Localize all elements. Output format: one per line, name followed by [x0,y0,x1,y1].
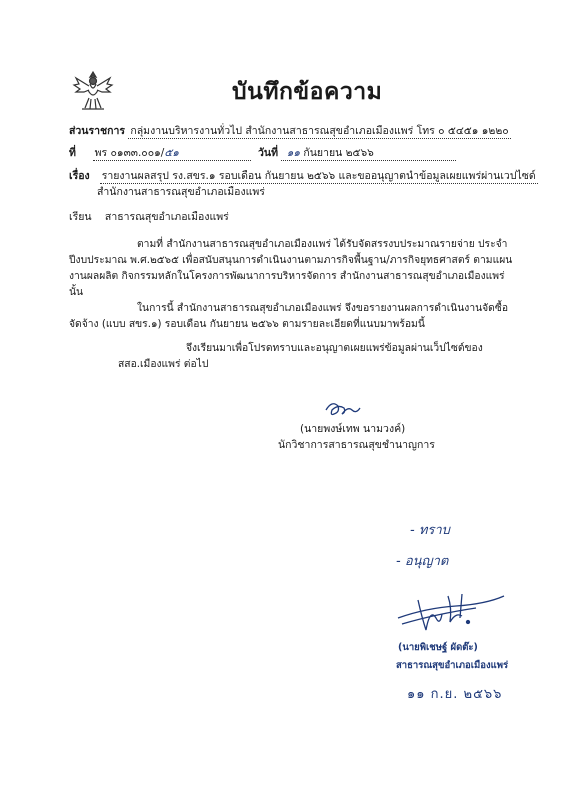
agency-row [69,122,511,139]
recipient-value: สาธารณสุขอำเภอเมืองแพร่ [104,211,229,223]
recipient-label: เรียน [69,211,92,223]
body-paragraph-2 [69,300,519,332]
agency-value: กลุ่มงานบริหารงานทั่วไป สำนักงานสาธารณสุขอำเภอเมืองแพร่ โทร ๐ ๕๔๕๑ ๑๒๒๐ [130,125,509,137]
date-day-handwritten: ๑๑ [286,147,301,159]
approver-name-stamp: (นายพิเชษฐ์ ผัดต๊ะ) [398,642,478,653]
body-paragraph-1-text: ตามที่ สำนักงานสาธารณสุขอำเภอเมืองแพร่ ได้รับจัดสรรงบประมาณรายจ่าย ประจำปีงบประมาณ พ.ศ.๒๕๖๕ เพื่อสนับสนุนการดำเนินงานตามภารกิจพื้นฐาน/ภารกิจยุทธศาสตร์ ตามแผนงานผลผลิต กิจกรรมหลักในโครงการพัฒนาการบริหารจัดการ สำนักงานสาธารณสุขอำเภอเมืองแพร่ นั้น [69,238,513,298]
date-month-year: กันยายน ๒๕๖๖ [303,147,374,159]
reference-number-handwritten: ๕๑ [164,147,179,159]
reference-prefix: พร ๐๑๓๓.๐๐๑/ [94,147,165,159]
agency-label: ส่วนราชการ [69,125,126,137]
signer-name: (นายพงษ์เทพ นามวงค์) [300,423,406,435]
approval-note-permitted: - อนุญาต [396,554,449,569]
approval-date-stamp: ๑๑ ก.ย. ๒๕๖๖ [407,687,503,702]
reference-row [69,144,251,161]
signer-position: นักวิชาการสาธารณสุขชำนาญการ [278,439,435,451]
document-title: บันทึกข้อความ [232,79,383,105]
approver-signature-icon [396,578,506,638]
subject-row [69,167,538,184]
reference-value [93,147,251,161]
approval-note-acknowledged: - ทราบ [410,523,450,538]
date-label: วันที่ [258,147,278,159]
body-paragraph-3-text: จึงเรียนมาเพื่อโปรดทราบและอนุญาตเผยแพร่ข้อมูลผ่านเว็ปไซต์ของ สสอ.เมืองแพร่ ต่อไป [118,342,483,370]
body-paragraph-3 [118,340,528,372]
reference-label: ที่ [69,147,76,159]
date-row [258,144,456,161]
recipient-row [69,208,229,225]
body-paragraph-1 [69,236,519,300]
subject-value: รายงานผลสรุป รง.สขร.๑ รอบเดือน กันยายน ๒๕๖๖ และขออนุญาตนำข้อมูลเผยแพร่ผ่านเวปไซด์ [101,170,536,182]
garuda-emblem-icon [70,68,116,114]
date-value [281,147,456,161]
subject-value-line2: สำนักงานสาธารณสุขอำเภอเมืองแพร่ [97,186,265,198]
approver-position-stamp: สาธารณสุขอำเภอเมืองแพร่ [396,660,509,671]
body-paragraph-2-text: ในการนี้ สำนักงานสาธารณสุขอำเภอเมืองแพร่ จึงขอรายงานผลการดำเนินงานจัดซื้อจัดจ้าง (แบบ สขร.๑) รอบเดือน กันยายน ๒๕๖๖ ตามรายละเอียดที่แนบมาพร้อมนี้ [69,302,509,330]
subject-label: เรื่อง [69,170,90,182]
